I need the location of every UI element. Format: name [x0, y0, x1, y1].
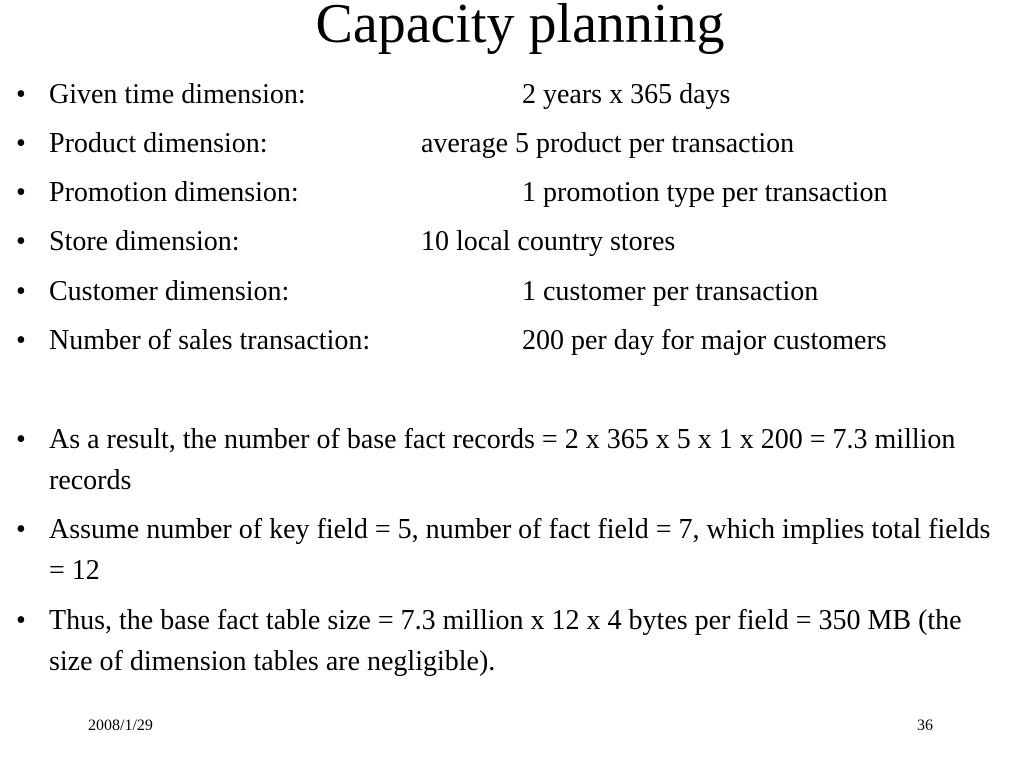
bullet-icon: •: [16, 276, 26, 307]
bullet-icon: •: [16, 79, 26, 110]
bullet-icon: •: [16, 514, 26, 545]
bullet-label: Store dimension:: [49, 226, 240, 257]
bullet-value: 2 years x 365 days: [522, 79, 731, 110]
bullet-text: As a result, the number of base fact records = 2 x 365 x 5 x 1 x 200 = 7.3 million records: [49, 424, 956, 496]
slide-title: Capacity planning: [315, 0, 725, 55]
bullet-label: Product dimension:: [49, 128, 268, 159]
bullet-value: average 5 product per transaction: [421, 128, 795, 159]
bullet-icon: •: [16, 424, 26, 455]
bullet-label: Promotion dimension:: [49, 177, 299, 208]
bullet-text: Assume number of key field = 5, number of fact field = 7, which implies total fields = 12: [49, 514, 991, 586]
bullet-label: Number of sales transaction:: [49, 325, 371, 356]
bullet-text: Thus, the base fact table size = 7.3 million x 12 x 4 bytes per field = 350 MB (the size of dimension tables are negligible).: [49, 605, 962, 677]
bullet-value: 200 per day for major customers: [522, 325, 887, 356]
bullet-icon: •: [16, 177, 26, 208]
bullet-value: 1 customer per transaction: [522, 276, 819, 307]
bullet-value: 1 promotion type per transaction: [522, 177, 888, 208]
footer-date: 2008/1/29: [88, 717, 153, 734]
footer-page-number: 36: [917, 717, 933, 734]
bullet-icon: •: [16, 128, 26, 159]
bullet-icon: •: [16, 605, 26, 636]
bullet-icon: •: [16, 226, 26, 257]
bullet-label: Given time dimension:: [49, 79, 306, 110]
bullet-label: Customer dimension:: [49, 276, 290, 307]
bullet-icon: •: [16, 325, 26, 356]
bullet-value: 10 local country stores: [421, 226, 676, 257]
